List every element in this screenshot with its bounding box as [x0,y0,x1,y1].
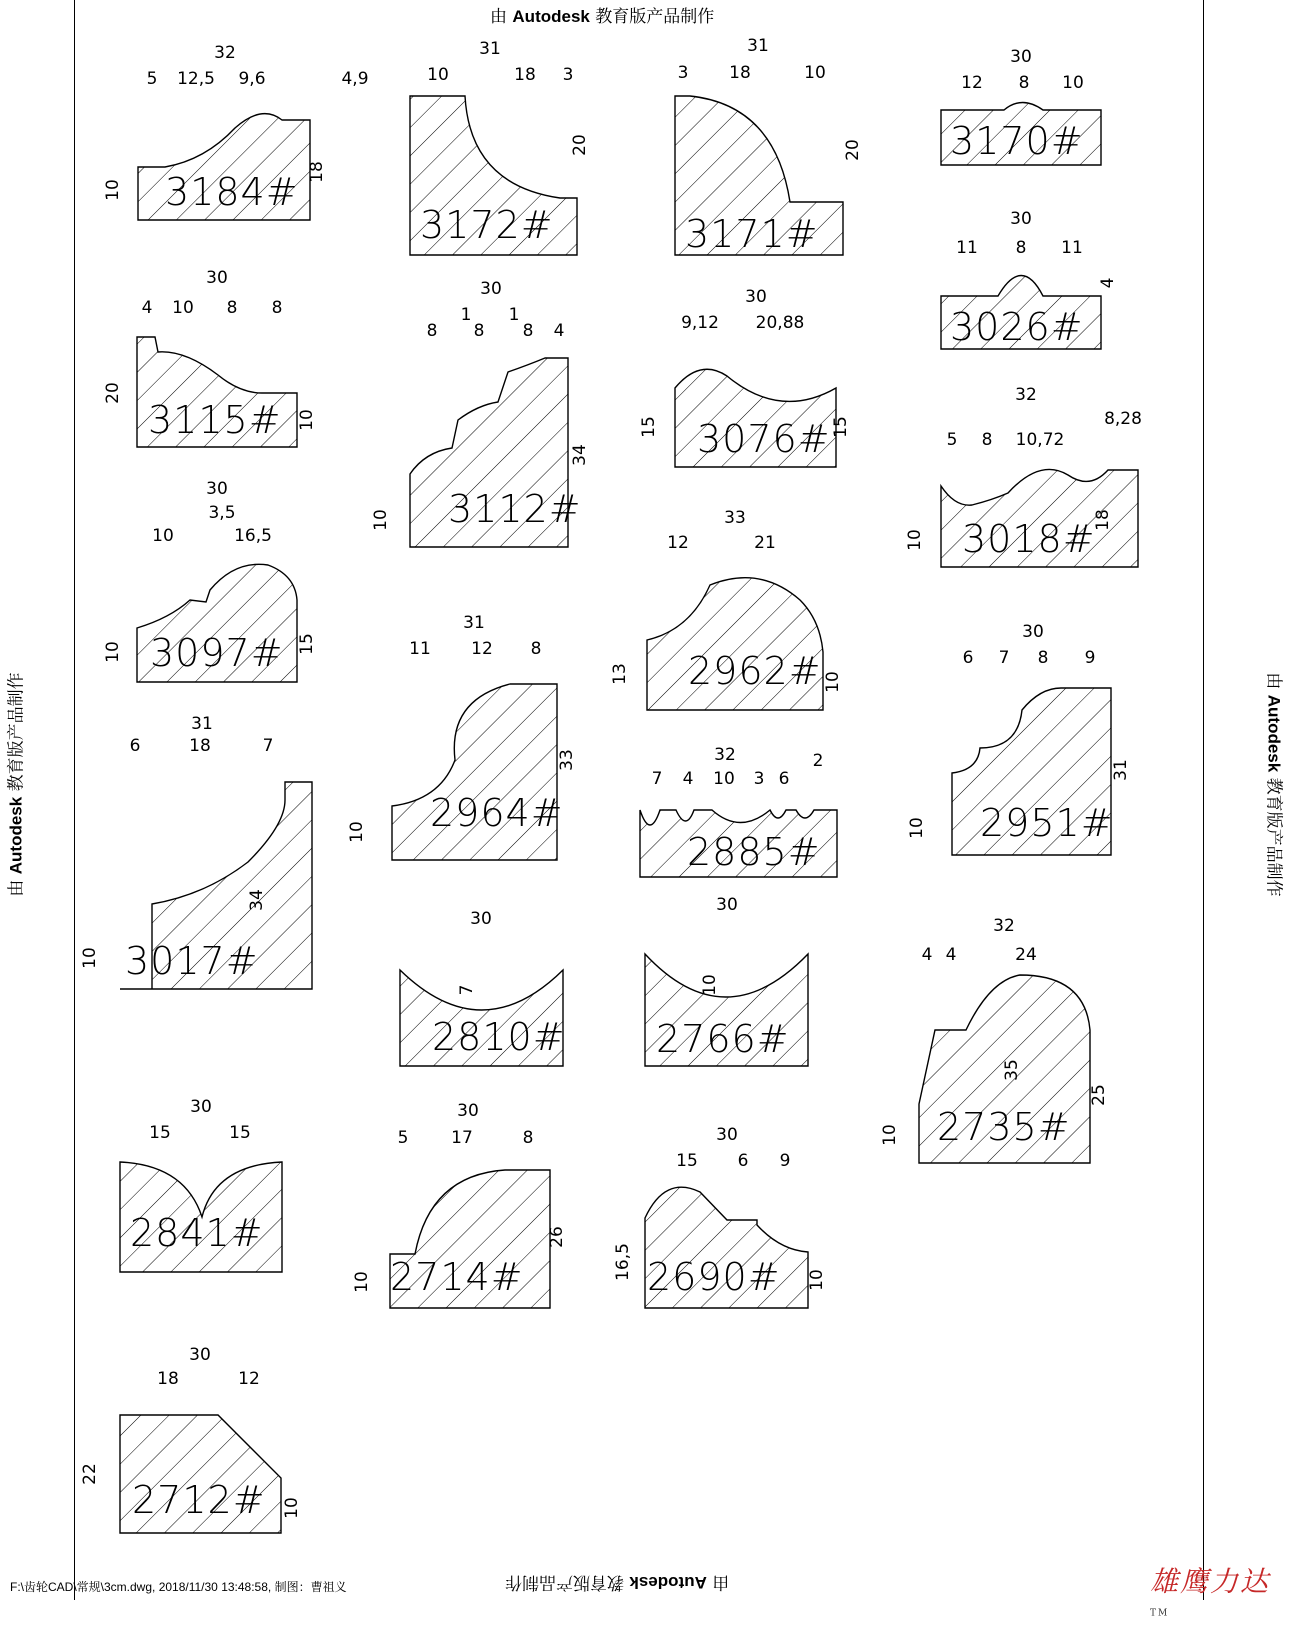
dimension-value: 5 [397,1128,409,1148]
dimension-value: 10 [352,1271,372,1293]
dimension-value: 12 [471,639,493,659]
dimension-value: 18 [729,63,751,83]
dimension-value: 20 [103,382,123,404]
dimension-value: 18 [514,65,536,85]
dimension-value: 8 [1037,648,1049,668]
dimension-value: 10 [823,671,843,693]
dimension-value: 8 [426,321,438,341]
profile-label: 3170# [950,119,1084,163]
dimension-value: 16,5 [234,526,272,546]
dimension-value: 10 [807,1269,827,1291]
dimension-value: 7 [998,648,1010,668]
dimension-value: 34 [247,889,267,911]
dimension-value: 8,28 [1104,409,1142,429]
profile-2841 [120,1097,282,1272]
dimension-value: 13 [610,663,630,685]
dimension-value: 10 [172,298,194,318]
dimension-value: 31 [1111,759,1131,781]
dimension-value: 7 [457,984,477,996]
dimension-value: 33 [724,508,746,528]
profile-3112 [371,279,590,547]
dimension-value: 31 [191,714,213,734]
dimension-value: 10 [371,509,391,531]
dimension-value: 24 [1015,945,1037,965]
dimension-value: 15 [297,633,317,655]
profile-2714 [352,1101,567,1308]
dimension-value: 9,6 [238,69,266,89]
profile-3172 [410,39,590,255]
dimension-value: 21 [754,533,776,553]
dimension-value: 10 [713,769,735,789]
dimension-value: 4 [945,945,957,965]
dimension-value: 11 [956,238,978,258]
dimension-value: 10 [1062,73,1084,93]
dimension-value: 1 [508,305,520,325]
dimension-value: 12 [667,533,689,553]
dimension-value: 12 [961,73,983,93]
dimension-value: 10 [907,817,927,839]
dimension-value: 10 [804,63,826,83]
dimension-value: 30 [470,909,492,929]
profile-2951 [907,622,1131,855]
profile-2885 [640,745,837,877]
dimension-value: 15 [149,1123,171,1143]
dimension-value: 9 [1084,648,1096,668]
dimension-value: 10 [80,947,100,969]
profile-label: 2714# [390,1255,524,1299]
dimension-value: 16,5 [613,1243,633,1281]
watermark-top: 由 Autodesk 教育版产品制作 [490,7,715,27]
profile-label: 3112# [448,487,582,531]
profile-3184 [103,43,369,220]
dimension-value: 5 [946,430,958,450]
profile-2690 [613,1125,827,1308]
profile-label: 2841# [130,1211,264,1255]
dimension-value: 6 [962,648,974,668]
brand-logo: 雄鹰力达™ [1150,1565,1271,1619]
profile-label: 3076# [697,417,831,461]
dimension-value: 4 [1098,277,1118,289]
profile-2766 [645,895,808,1066]
profile-2964 [347,613,577,860]
dimension-value: 7 [262,736,274,756]
dimension-value: 7 [651,769,663,789]
profile-3076 [639,287,851,467]
dimension-value: 30 [206,479,228,499]
dimension-value: 8 [981,430,993,450]
dimension-value: 18 [307,161,327,183]
watermark-left: 由 Autodesk 教育版产品制作 [6,672,27,897]
dimension-value: 30 [1010,47,1032,67]
profile-label: 3115# [148,398,282,442]
dimension-value: 8 [522,1128,534,1148]
dimension-value: 18 [1093,509,1113,531]
dimension-value: 8 [530,639,542,659]
dimension-value: 4 [553,321,565,341]
dimension-value: 30 [189,1345,211,1365]
file-path-footer: F:\齿轮CAD\常规\3cm.dwg, 2018/11/30 13:48:58, 制图：曹祖义 [10,1580,347,1594]
dimension-value: 31 [463,613,485,633]
dimension-value: 10 [347,821,367,843]
profile-label: 2690# [647,1255,781,1299]
dimension-value: 30 [1022,622,1044,642]
profile-3026 [941,209,1118,349]
dimension-value: 10 [880,1124,900,1146]
dimension-value: 10 [103,179,123,201]
dimension-value: 4 [682,769,694,789]
dimension-value: 10 [282,1497,302,1519]
dimension-value: 11 [1061,238,1083,258]
dimension-value: 10 [103,641,123,663]
dimension-value: 22 [80,1463,100,1485]
dimension-value: 30 [190,1097,212,1117]
dimension-value: 30 [206,268,228,288]
dimension-value: 32 [1015,385,1037,405]
dimension-value: 8 [1018,73,1030,93]
dimension-value: 12 [238,1369,260,1389]
dimension-value: 32 [993,916,1015,936]
dimension-value: 33 [557,749,577,771]
dimension-value: 15 [676,1151,698,1171]
dimension-value: 4 [921,945,933,965]
dimension-value: 20 [570,134,590,156]
dimension-value: 30 [1010,209,1032,229]
profile-label: 3026# [950,305,1084,349]
profile-label: 2964# [430,791,564,835]
dimension-value: 4 [141,298,153,318]
dimension-value: 15 [831,416,851,438]
profile-3018 [905,385,1142,567]
profile-label: 2885# [687,830,821,874]
dimension-value: 35 [1002,1059,1022,1081]
dimension-value: 12,5 [177,69,215,89]
dimension-value: 5 [146,69,158,89]
dimension-value: 9,12 [681,313,719,333]
dimension-value: 9 [779,1151,791,1171]
dimension-value: 18 [189,736,211,756]
dimension-value: 15 [229,1123,251,1143]
dimension-value: 10 [297,409,317,431]
dimension-value: 25 [1089,1084,1109,1106]
dimension-value: 32 [214,43,236,63]
dimension-value: 6 [129,736,141,756]
profile-label: 2962# [688,649,822,693]
profile-label: 3097# [150,631,284,675]
dimension-value: 6 [778,769,790,789]
dimension-value: 3 [562,65,574,85]
profile-2962 [610,508,843,710]
dimension-value: 2 [812,751,824,771]
watermark-right: 由 Autodesk 教育版产品制作 [1263,672,1284,897]
dimension-value: 3 [753,769,765,789]
profile-2712 [80,1345,302,1533]
dimension-value: 10 [700,974,720,996]
dimension-value: 10 [152,526,174,546]
dimension-value: 8 [226,298,238,318]
dimension-value: 31 [479,39,501,59]
dimension-value: 8 [271,298,283,318]
profile-label: 3184# [165,170,299,214]
profile-label: 3017# [125,939,259,983]
watermark-bottom: 由 Autodesk 教育版产品制作 [505,1572,730,1592]
dimension-value: 20,88 [755,313,805,333]
dimension-value: 30 [457,1101,479,1121]
dimension-value: 30 [480,279,502,299]
dimension-value: 8 [473,321,485,341]
profile-label: 3172# [420,203,554,247]
dimension-value: 18 [157,1369,179,1389]
dimension-value: 3 [677,63,689,83]
profile-label: 2766# [656,1017,790,1061]
dimension-value: 20 [843,139,863,161]
profile-label: 2735# [937,1105,1071,1149]
profile-label: 2951# [980,801,1114,845]
dimension-value: 10 [427,65,449,85]
profile-label: 2712# [132,1478,266,1522]
dimension-value: 32 [714,745,736,765]
dimension-value: 34 [570,444,590,466]
dimension-value: 11 [409,639,431,659]
dimension-value: 15 [639,416,659,438]
profile-label: 2810# [432,1015,566,1059]
profile-3115 [103,268,317,447]
profile-3017 [80,714,312,989]
dimension-value: 30 [716,1125,738,1145]
dimension-value: 8 [1015,238,1027,258]
dimension-value: 3,5 [208,503,236,523]
profile-2810 [400,909,566,1066]
profile-3171 [675,36,863,256]
dimension-value: 30 [716,895,738,915]
profile-3170 [941,47,1101,165]
dimension-value: 4,9 [341,69,369,89]
dimension-value: 10 [905,529,925,551]
dimension-value: 31 [747,36,769,56]
dimension-value: 8 [522,321,534,341]
profile-2735 [880,916,1109,1163]
dimension-value: 6 [737,1151,749,1171]
profile-label: 3018# [962,517,1096,561]
dimension-value: 10,72 [1015,430,1065,450]
profile-3097 [103,479,317,682]
dimension-value: 30 [745,287,767,307]
profile-label: 3171# [685,212,819,256]
dimension-value: 1 [460,305,472,325]
dimension-value: 26 [547,1226,567,1248]
dimension-value: 17 [451,1128,473,1148]
